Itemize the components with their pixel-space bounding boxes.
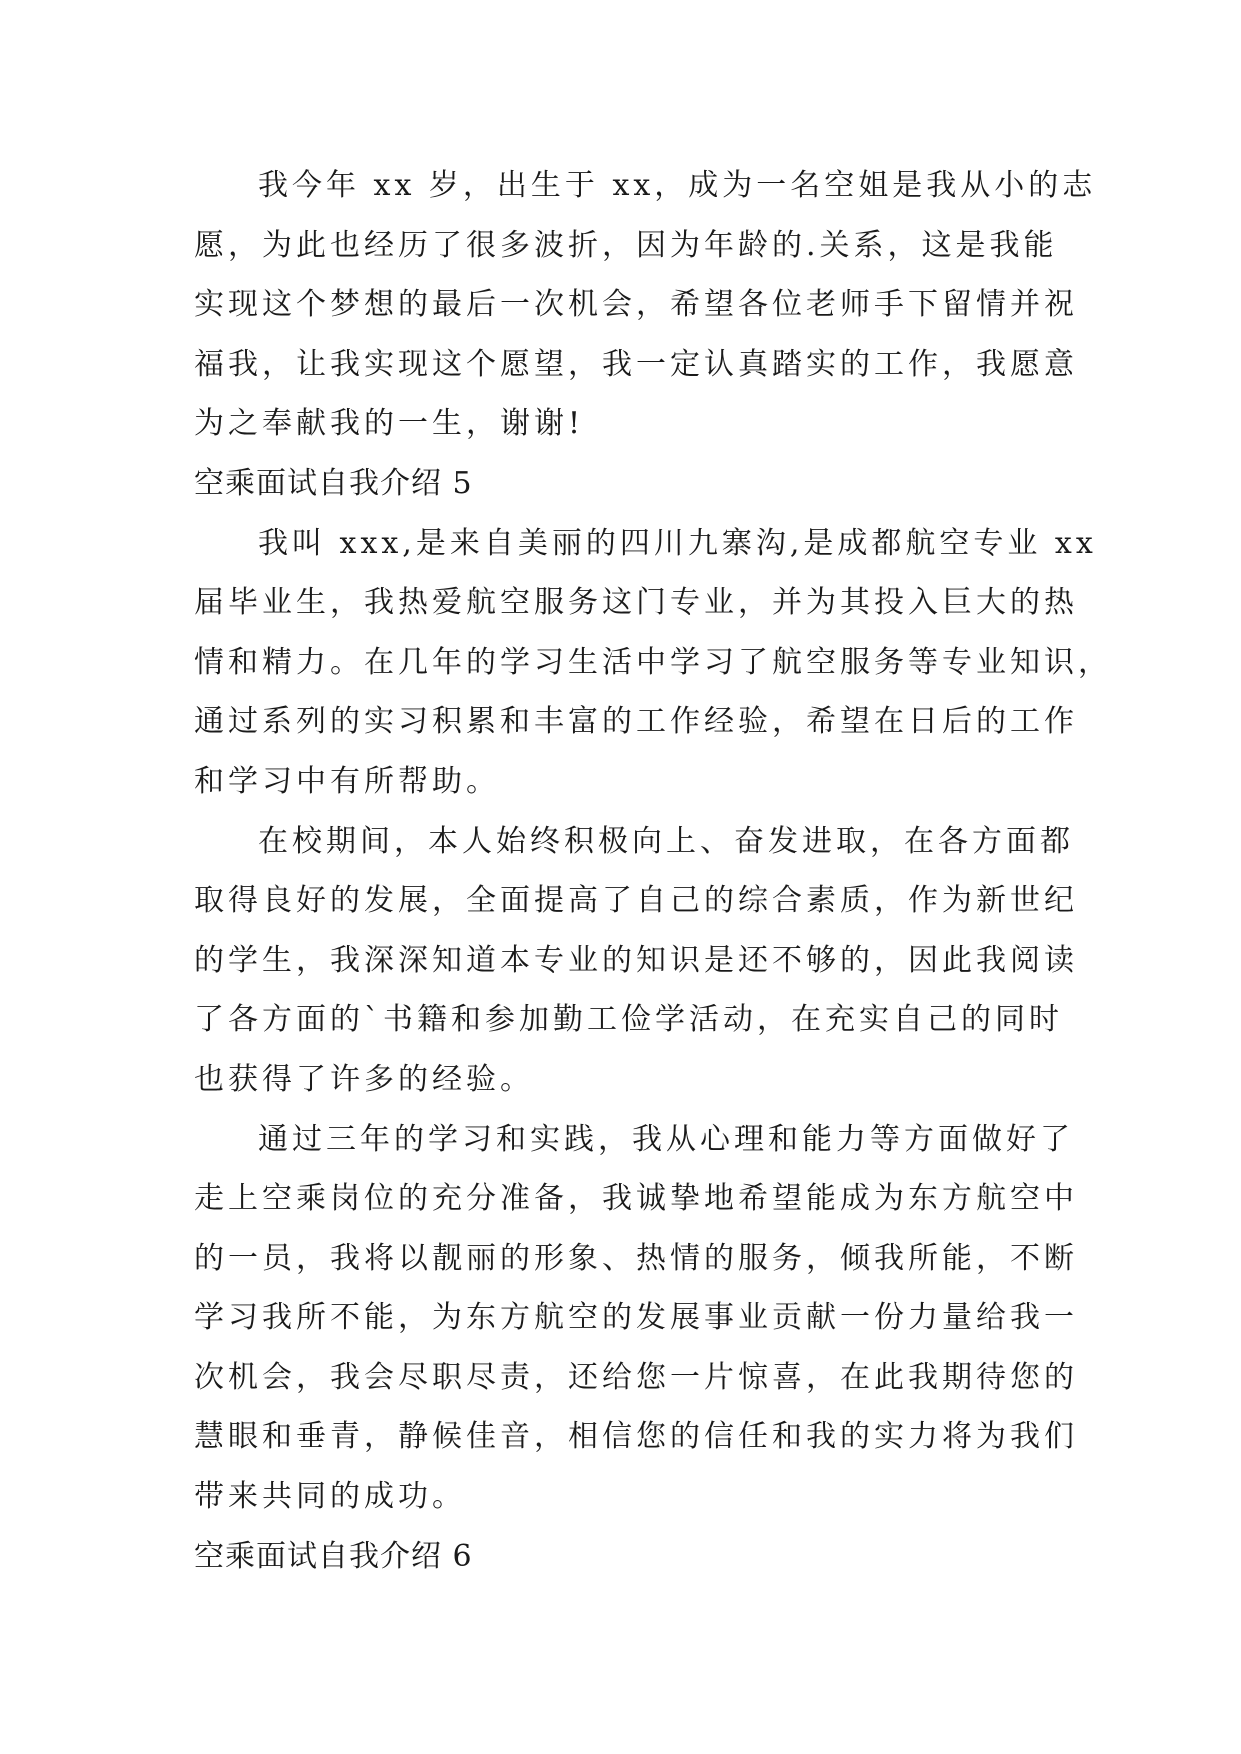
- section-heading-5: 空乘面试自我介绍 5: [194, 465, 473, 501]
- paragraph-line: 通过三年的学习和实践，我从心理和能力等方面做好了: [258, 1121, 1074, 1157]
- paragraph-line: 慧眼和垂青，静候佳音，相信您的信任和我的实力将为我们: [194, 1419, 1078, 1455]
- paragraph-line: 取得良好的发展，全面提高了自己的综合素质，作为新世纪: [194, 883, 1078, 919]
- paragraph-line: 福我，让我实现这个愿望，我一定认真踏实的工作，我愿意: [194, 346, 1078, 382]
- document-body: [194, 156, 1112, 1586]
- paragraph-line: 了各方面的`书籍和参加勤工俭学活动，在充实自己的同时: [194, 1002, 1063, 1038]
- paragraph-line: 通过系列的实习积累和丰富的工作经验，希望在日后的工作: [194, 704, 1078, 740]
- section5-paragraph-2: [194, 812, 1078, 1110]
- paragraph-line: 走上空乘岗位的充分准备，我诚挚地希望能成为东方航空中: [194, 1181, 1078, 1217]
- paragraph-line: 愿，为此也经历了很多波折，因为年龄的.关系，这是我能: [194, 227, 1058, 263]
- paragraph-line: 在校期间，本人始终积极向上、奋发进取，在各方面都: [258, 823, 1074, 859]
- paragraph-line: 学习我所不能，为东方航空的发展事业贡献一份力量给我一: [194, 1300, 1078, 1336]
- paragraph-line: 我叫 xxx,是来自美丽的四川九寨沟,是成都航空专业 xx: [258, 525, 1097, 561]
- paragraph-line: 的学生，我深深知道本专业的知识是还不够的，因此我阅读: [194, 942, 1078, 978]
- paragraph-line: 也获得了许多的经验。: [194, 1061, 534, 1097]
- paragraph-line: 的一员，我将以靓丽的形象、热情的服务，倾我所能，不断: [194, 1240, 1078, 1276]
- paragraph-line: 和学习中有所帮助。: [194, 763, 500, 799]
- paragraph-line: 带来共同的成功。: [194, 1479, 466, 1515]
- section-heading-6: 空乘面试自我介绍 6: [194, 1538, 473, 1574]
- intro-paragraph: [194, 156, 1097, 454]
- paragraph-line: 实现这个梦想的最后一次机会，希望各位老师手下留情并祝: [194, 287, 1078, 323]
- section5-paragraph-1: [194, 514, 1112, 812]
- paragraph-line: 情和精力。在几年的学习生活中学习了航空服务等专业知识，: [194, 644, 1112, 680]
- section5-paragraph-3: [194, 1110, 1078, 1527]
- paragraph-line: 届毕业生，我热爱航空服务这门专业，并为其投入巨大的热: [194, 585, 1078, 621]
- paragraph-line: 我今年 xx 岁，出生于 xx，成为一名空姐是我从小的志: [258, 168, 1097, 203]
- paragraph-line: 为之奉献我的一生，谢谢!: [194, 406, 585, 442]
- paragraph-line: 次机会，我会尽职尽责，还给您一片惊喜，在此我期待您的: [194, 1359, 1078, 1395]
